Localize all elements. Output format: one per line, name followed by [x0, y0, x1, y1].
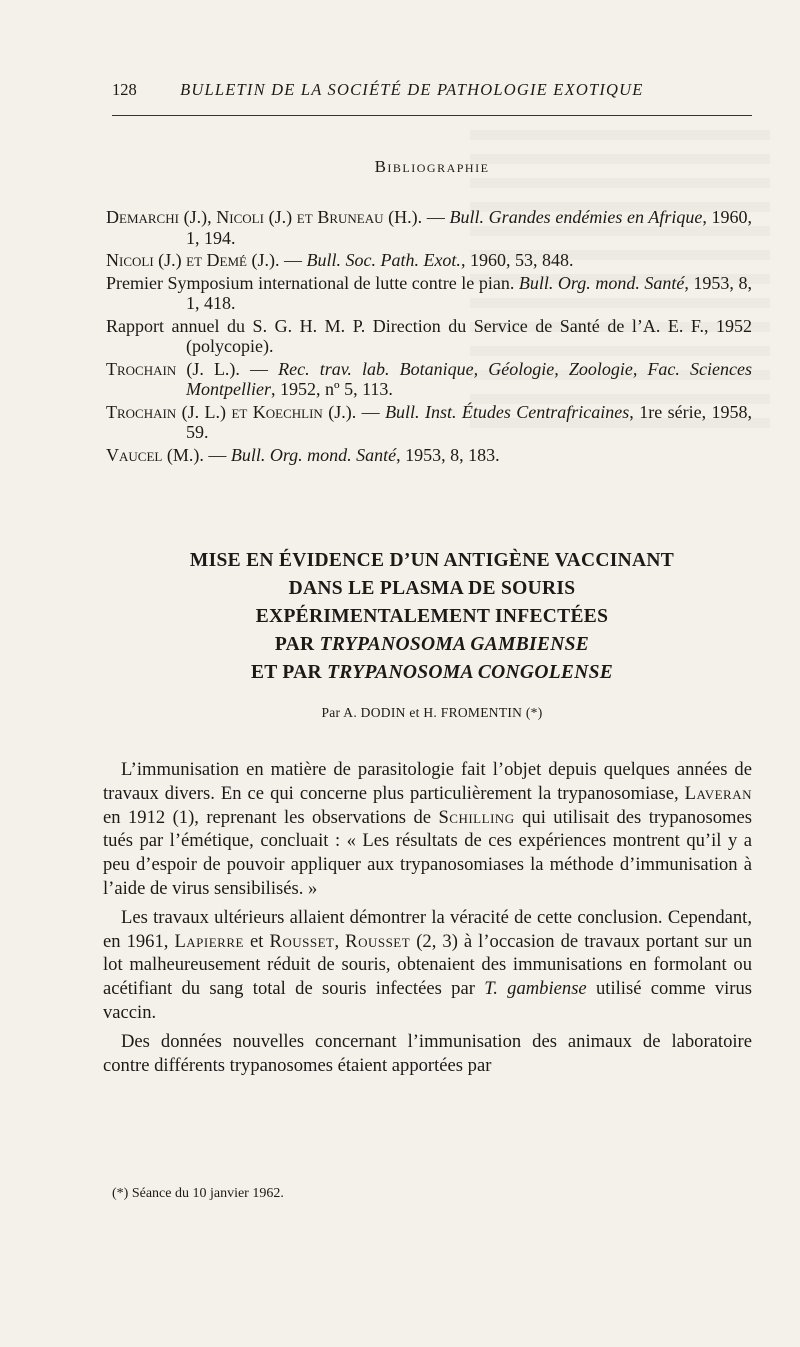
journal-title: BULLETIN DE LA SOCIÉTÉ DE PATHOLOGIE EXOTIQUE — [180, 80, 644, 99]
article-title — [112, 547, 752, 687]
reference-item: Demarchi (J.), Nicoli (J.) et Bruneau (H.). — Bull. Grandes endémies en Afrique, 1960, 1, 194. — [106, 207, 752, 248]
reference-item: Premier Symposium international de lutte contre le pian. Bull. Org. mond. Santé, 1953, 8, 1, 418. — [106, 272, 752, 313]
reference-item: Vaucel (M.). — Bull. Org. mond. Santé, 1953, 8, 183. — [106, 444, 500, 465]
reference-item: Nicoli (J.) et Demé (J.). — Bull. Soc. Path. Exot., 1960, 53, 848. — [106, 250, 574, 270]
title-line: PAR TRYPANOSOMA GAMBIENSE — [274, 634, 590, 655]
title-line: MISE EN ÉVIDENCE D’UN ANTIGÈNE VACCINANT — [189, 550, 675, 571]
reference-item: Rapport annuel du S. G. H. M. P. Direction du Service de Santé de l’A. E. F., 1952 (polycopie). — [106, 315, 752, 356]
paragraph: L’immunisation en matière de parasitologie fait l’objet depuis quelques années de travaux divers. En ce qui concerne plus particulièrement la trypanosomiase, Laveran en 1912 (1), reprenant les observations de Schilling qui utilisait des trypanosomes tués par l’émétique, concluait : « Les résultats de ces expériences montrent qu’il y a peu d’espoir de pouvoir appliquer aux trypanosomiases la méthode d’immunisation à l’aide de virus sensibilisés. » — [103, 759, 752, 899]
title-line: ET PAR TRYPANOSOMA CONGOLENSE — [250, 662, 614, 683]
paragraph: Des données nouvelles concernant l’immunisation des animaux de laboratoire contre différents trypanosomes étaient apportées par — [103, 1030, 752, 1076]
reference-item: Trochain (J. L.). — Rec. trav. lab. Botanique, Géologie, Zoologie, Fac. Sciences Montpellier, 1952, nº 5, 113. — [106, 358, 752, 399]
bibliography-heading: Bibliographie — [374, 157, 490, 176]
author-byline: Par A. DODIN et H. FROMENTIN (*) — [321, 705, 543, 720]
running-header — [112, 80, 752, 100]
title-line: EXPÉRIMENTALEMENT INFECTÉES — [255, 606, 609, 627]
header-rule — [112, 115, 752, 116]
footnote: (*) Séance du 10 janvier 1962. — [112, 1186, 284, 1201]
article-body — [103, 758, 752, 1082]
paragraph: Les travaux ultérieurs allaient démontrer la véracité de cette conclusion. Cependant, en 1961, Lapierre et Rousset, Rousset (2, 3) à l’occasion de travaux portant sur un lot malheureusement réduit de souris, obtenaient des immunisations en formolant ou acétifiant du sang total de souris infectées par T. gambiense utilisé comme virus vaccin. — [103, 906, 753, 1023]
reference-item: Trochain (J. L.) et Koechlin (J.). — Bull. Inst. Études Centrafricaines, 1re série, 1958, 59. — [106, 401, 753, 442]
title-line: DANS LE PLASMA DE SOURIS — [288, 578, 576, 599]
bibliography-list — [106, 207, 752, 467]
page-number: 128 — [112, 80, 137, 99]
